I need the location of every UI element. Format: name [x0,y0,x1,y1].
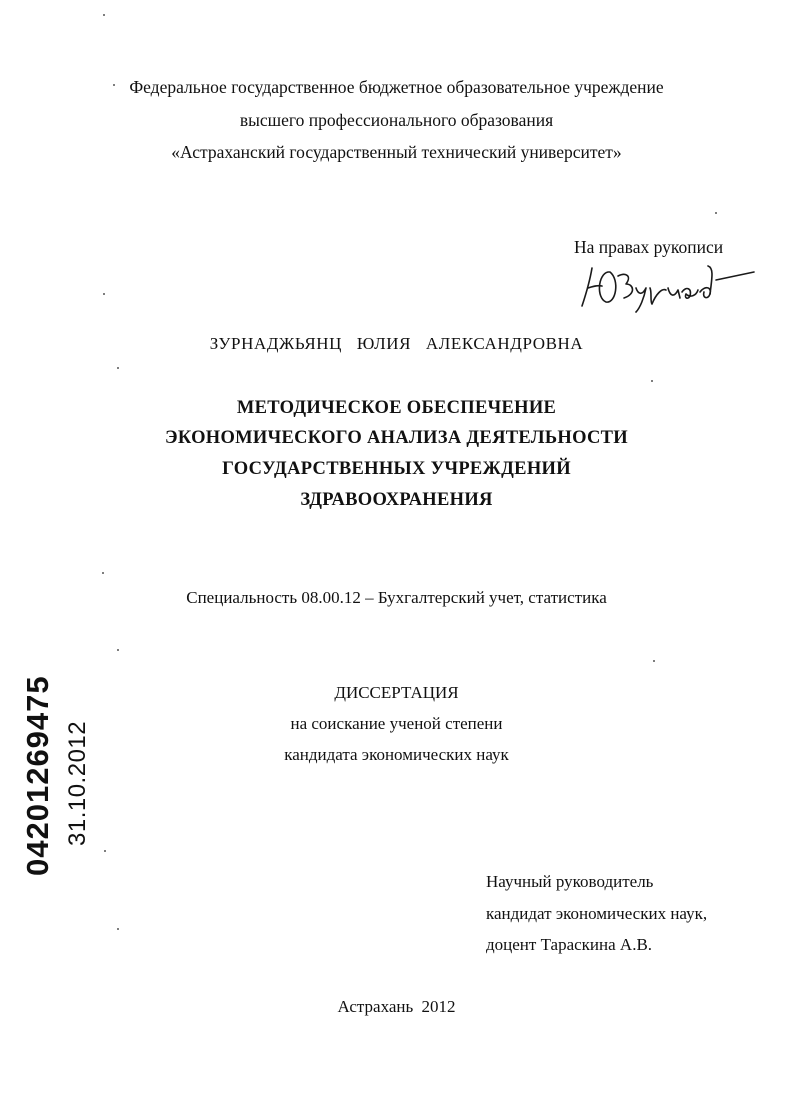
signature-image [578,258,758,314]
institution-line-3: «Астраханский государственный технический университет» [171,142,622,162]
supervisor-title: Научный руководитель [486,872,654,891]
dissertation-title-line-2: ЭКОНОМИЧЕСКОГО АНАЛИЗА ДЕЯТЕЛЬНОСТИ [165,428,628,448]
degree-line-1: на соискание ученой степени [290,714,503,733]
supervisor-name: доцент Тараскина А.В. [486,935,653,954]
institution-line-2: высшего профессионального образования [239,110,554,130]
author-name: ЗУРНАДЖЬЯНЦ ЮЛИЯ АЛЕКСАНДРОВНА [209,334,584,353]
specialty: Специальность 08.00.12 – Бухгалтерский учет, статистика [186,588,607,607]
institution-line-1: Федеральное государственное бюджетное образовательное учреждение [129,77,664,97]
scan-speck [103,14,105,16]
scan-speck [104,850,106,852]
stamp-date: 31.10.2012 [64,720,91,846]
scan-speck [103,293,105,295]
scan-speck [102,572,104,574]
stamp-number: 04201269475 [20,675,55,876]
dissertation-title-line-1: МЕТОДИЧЕСКОЕ ОБЕСПЕЧЕНИЕ [236,398,557,418]
city-year: Астрахань 2012 [337,997,456,1016]
scan-speck [117,367,119,369]
dissertation-title-line-3: ГОСУДАРСТВЕННЫХ УЧРЕЖДЕНИЙ [222,459,571,479]
scan-speck [113,84,115,86]
scan-speck [117,649,119,651]
scan-speck [715,212,717,214]
dissertation-label: ДИССЕРТАЦИЯ [334,683,459,702]
scan-speck [117,928,119,930]
degree-line-2: кандидата экономических наук [284,745,509,764]
dissertation-title-line-4: ЗДРАВООХРАНЕНИЯ [300,490,493,510]
manuscript-note: На правах рукописи [574,237,724,257]
scan-speck [651,380,653,382]
scan-speck [653,660,655,662]
supervisor-degree: кандидат экономических наук, [486,904,708,923]
